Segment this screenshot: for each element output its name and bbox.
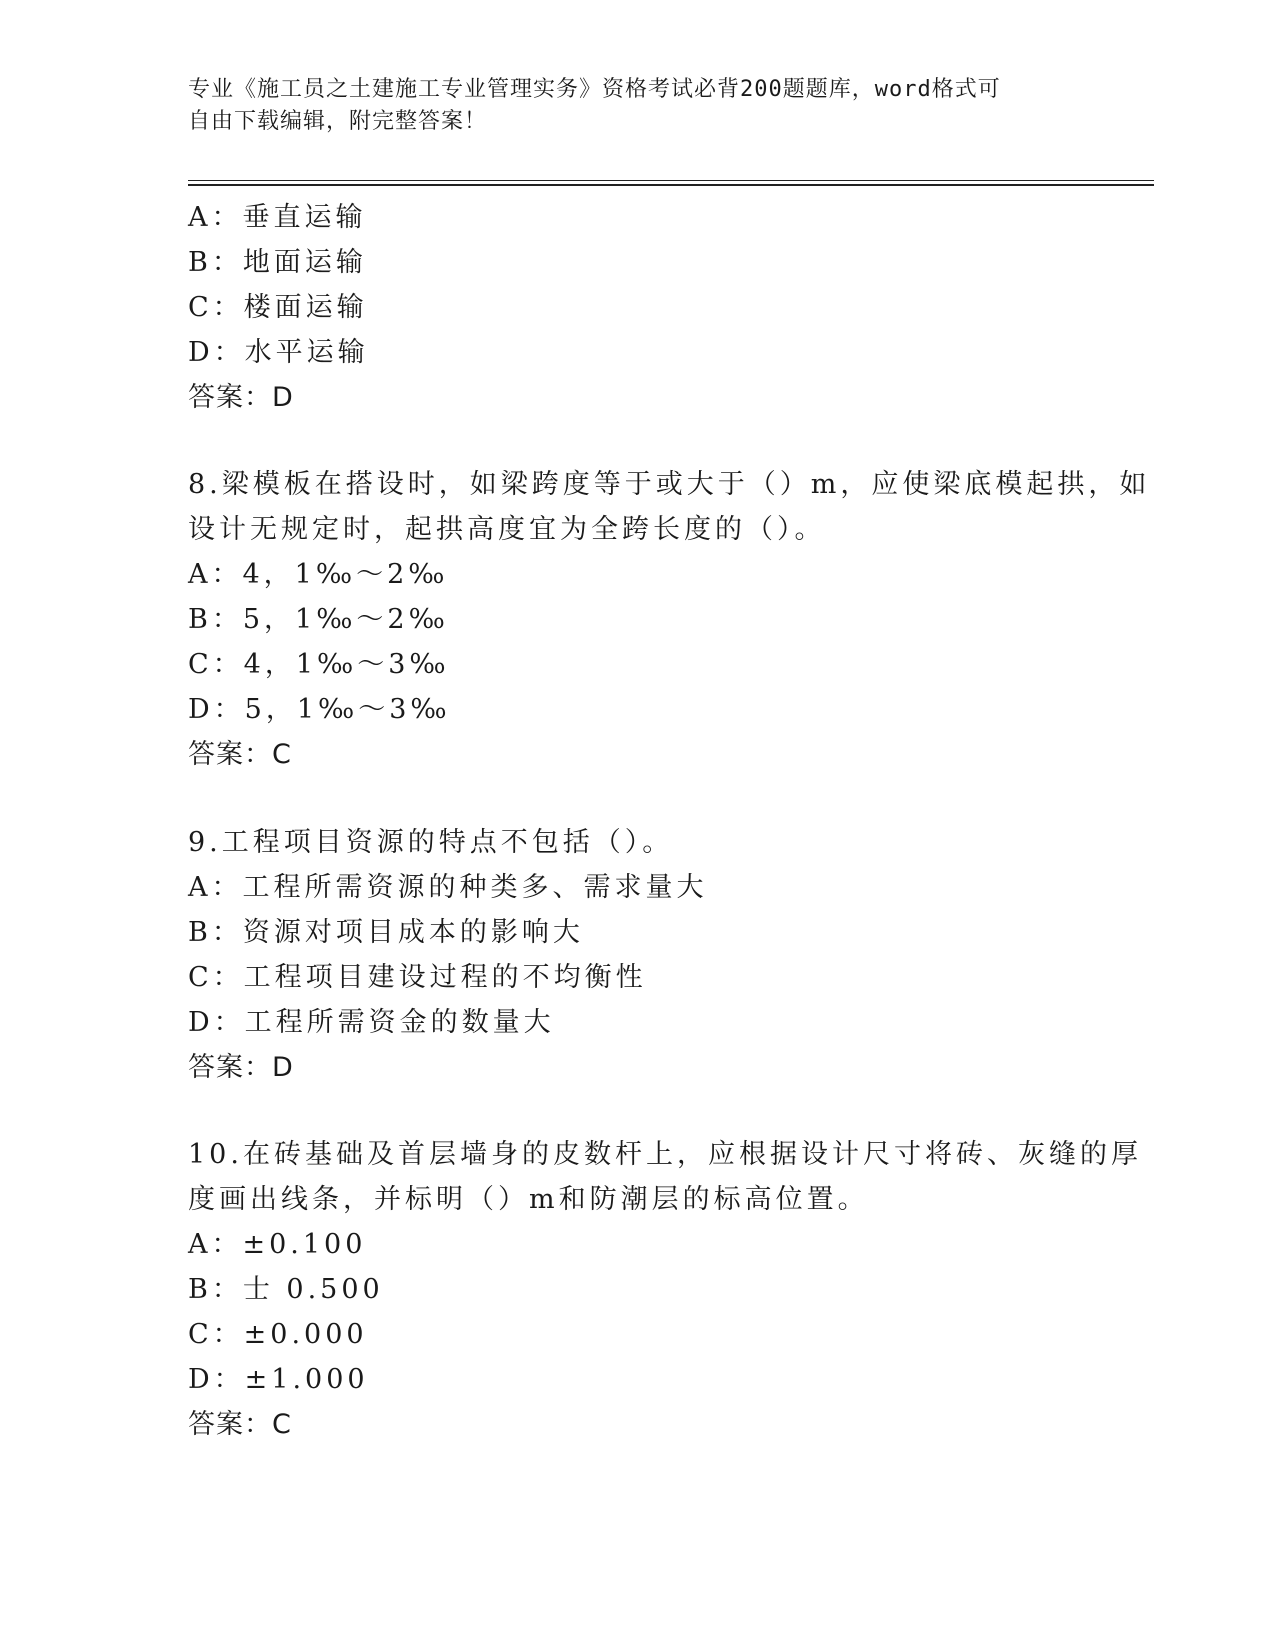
- header-rule-thick: [188, 184, 1154, 186]
- q9-option-d: D：工程所需资金的数量大: [188, 1007, 555, 1038]
- q10-option-d: D：±1.000: [188, 1364, 369, 1395]
- document-header: [188, 74, 1068, 138]
- q9-option-b: B：资源对项目成本的影响大: [188, 917, 584, 948]
- q7-option-c: C：楼面运输: [188, 292, 368, 323]
- q10-option-b: B：士 0.500: [188, 1274, 384, 1305]
- q8-stem-line-2: 设计无规定时，起拱高度宜为全跨长度的（）。: [188, 514, 826, 545]
- q9-option-c: C：工程项目建设过程的不均衡性: [188, 962, 647, 993]
- q7-answer: 答案：D: [188, 382, 294, 413]
- q9-stem-line-1: 9.工程项目资源的特点不包括（）。: [188, 827, 674, 858]
- q10-option-a: A：±0.100: [188, 1229, 367, 1260]
- q8-stem-line-1: 8.梁模板在搭设时，如梁跨度等于或大于（）m，应使梁底模起拱，如: [188, 469, 1151, 500]
- header-line-1: 专业《施工员之土建施工专业管理实务》资格考试必背200题题库，word格式可: [188, 77, 1001, 102]
- q9-option-a: A：工程所需资源的种类多、需求量大: [188, 872, 708, 903]
- q8-option-a: A：4，1‰～2‰: [188, 559, 449, 590]
- q10-stem-line-2: 度画出线条，并标明（）m和防潮层的标高位置。: [188, 1184, 869, 1215]
- header-rule-thin: [188, 180, 1154, 181]
- q7-option-d: D：水平运输: [188, 337, 369, 368]
- q8-option-b: B：5，1‰～2‰: [188, 604, 449, 635]
- header-line-2: 自由下载编辑，附完整答案！: [188, 109, 488, 134]
- q9-answer: 答案：D: [188, 1052, 294, 1083]
- q10-answer: 答案：C: [188, 1409, 292, 1440]
- q10-stem-line-1: 10.在砖基础及首层墙身的皮数杆上，应根据设计尺寸将砖、灰缝的厚: [188, 1139, 1142, 1170]
- q7-option-a: A：垂直运输: [188, 202, 367, 233]
- q8-option-c: C：4，1‰～3‰: [188, 649, 450, 680]
- q8-answer: 答案：C: [188, 739, 292, 770]
- q10-option-c: C：±0.000: [188, 1319, 368, 1350]
- q7-option-b: B：地面运输: [188, 247, 367, 278]
- q8-option-d: D：5，1‰～3‰: [188, 694, 451, 725]
